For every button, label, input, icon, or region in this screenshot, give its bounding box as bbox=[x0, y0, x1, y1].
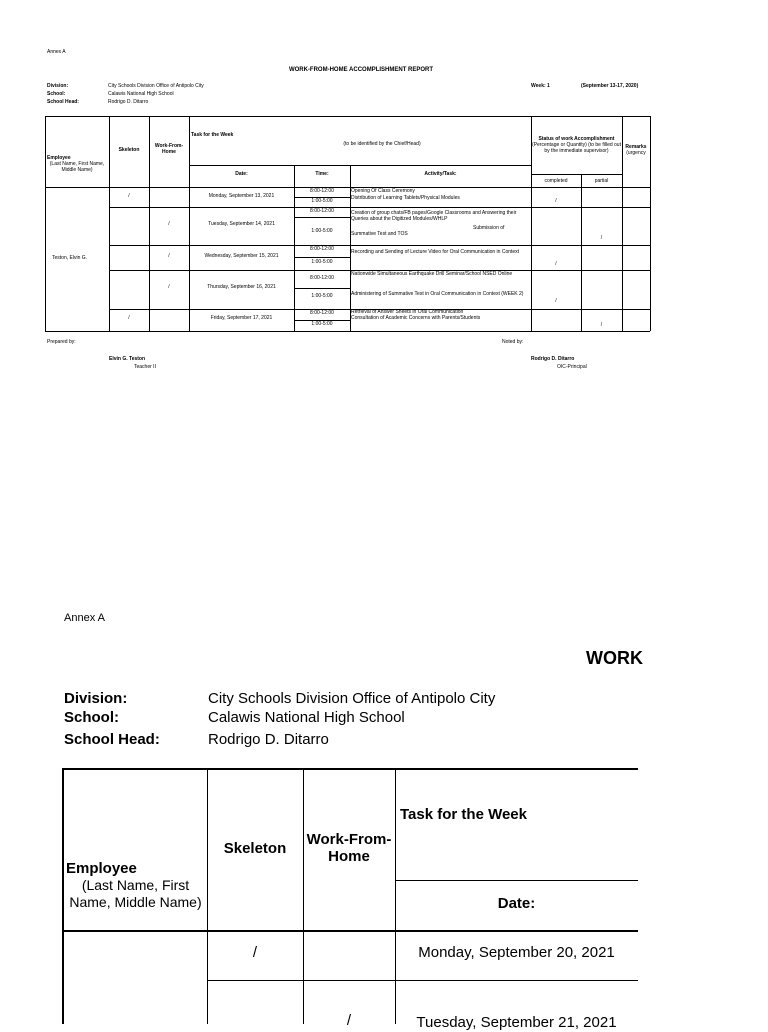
row1-date: Monday, September 13, 2021 bbox=[208, 193, 275, 199]
annex-label: Annex A bbox=[47, 49, 66, 55]
zoom-row2-date: Tuesday, September 21, 2021 bbox=[416, 1014, 617, 1031]
employee-subheader: (Last Name, First Name, Middle Name) bbox=[49, 161, 105, 173]
row2-partial: / bbox=[600, 235, 603, 241]
zoom-row1-date: Monday, September 20, 2021 bbox=[418, 944, 615, 961]
row3-time-am: 8:00-12:00 bbox=[310, 246, 334, 252]
zoom-row2-wfh: / bbox=[346, 1012, 352, 1029]
row3-time-pm: 1:00-5:00 bbox=[311, 259, 333, 265]
row3-activity-am: Recording and Sending of Lecture Video for Oral Communication in Context bbox=[351, 249, 520, 255]
division-value: City Schools Division Office of Antipolo City bbox=[108, 83, 204, 89]
row5-time-pm: 1:00-5:00 bbox=[311, 321, 333, 327]
row2-activity-am: Creation of group chats/FB pages/Google Classrooms and Answering their Queries about the Digitized Modules/WHLP bbox=[351, 210, 517, 222]
zoom-wfh-header: Work-From-Home bbox=[306, 831, 392, 866]
school-label: School: bbox=[47, 91, 66, 97]
school-head-label: School Head: bbox=[47, 99, 79, 105]
zoom-employee-subheader: (Last Name, First Name, Middle Name) bbox=[69, 877, 202, 910]
row5-date: Friday, September 17, 2021 bbox=[210, 315, 273, 321]
skeleton-header: Skeleton bbox=[118, 147, 140, 153]
zoom-head-value: Rodrigo D. Ditarro bbox=[208, 731, 329, 748]
zoom-title-fragment: WORK bbox=[586, 648, 643, 668]
week-range: (September 13-17, 2020) bbox=[581, 83, 639, 89]
status-note: (Percentage or Quantity) (to be filled out by the immediate supervisor) bbox=[532, 141, 621, 154]
wfh-header: Work-From-Home bbox=[154, 143, 184, 155]
completed-header: completed bbox=[544, 178, 568, 184]
school-head-value: Rodrigo D. Ditarro bbox=[108, 99, 149, 105]
row2-activity-pm: Submission of Summative Test and TOS bbox=[351, 225, 505, 237]
school-value: Calawis National High School bbox=[108, 91, 174, 97]
task-note: (to be identified by the Chief/Head) bbox=[343, 141, 421, 147]
zoom-task-header: Task for the Week bbox=[400, 806, 527, 823]
zoom-division-label: Division: bbox=[64, 690, 128, 707]
prepared-by-label: Prepared by: bbox=[47, 339, 76, 345]
row4-wfh: / bbox=[168, 284, 170, 290]
row1-skeleton: / bbox=[128, 193, 130, 199]
row2-time-am: 8:00-12:00 bbox=[310, 208, 334, 214]
row2-time-pm: 1:00-5:00 bbox=[311, 228, 333, 234]
row5-skeleton: / bbox=[128, 315, 130, 321]
report-title: WORK-FROM-HOME ACCOMPLISHMENT REPORT bbox=[288, 67, 434, 73]
row2-date: Tuesday, September 14, 2021 bbox=[208, 221, 275, 227]
week-label: Week: 1 bbox=[531, 83, 550, 89]
noter-title: OIC-Principal bbox=[557, 364, 587, 370]
task-header: Task for the Week bbox=[191, 132, 234, 138]
row3-date: Wednesday, September 15, 2021 bbox=[204, 253, 279, 259]
row5-time-am: 8:00-12:00 bbox=[310, 310, 334, 316]
row4-activity-pm: Administering of Summative Test in Oral Communication in Context (WEEK 2) bbox=[351, 291, 524, 297]
zoom-employee-header: Employee bbox=[66, 860, 137, 877]
zoom-head-label: School Head: bbox=[64, 731, 160, 748]
row1-completed: / bbox=[555, 198, 557, 204]
remarks-header: Remarks bbox=[625, 144, 647, 150]
preparer-name: Elvin G. Teston bbox=[109, 356, 146, 362]
date-header: Date: bbox=[235, 171, 248, 177]
row1-time-pm: 1:00-5:00 bbox=[311, 198, 333, 204]
row4-activity-am: Nationwide Simultaneous Earthquake Drill Seminar/School NSED Online bbox=[351, 271, 513, 277]
noter-name: Rodrigo D. Ditarro bbox=[531, 356, 575, 362]
row4-time-pm: 1:00-5:00 bbox=[311, 293, 333, 299]
zoom-date-header: Date: bbox=[497, 895, 536, 912]
zoom-division-value: City Schools Division Office of Antipolo City bbox=[208, 690, 496, 707]
time-header: Time: bbox=[315, 171, 329, 177]
row1-time-am: 8:00-12:00 bbox=[310, 188, 334, 194]
activity-header: Activity/Task: bbox=[424, 171, 457, 177]
row4-completed: / bbox=[555, 298, 557, 304]
row2-wfh: / bbox=[168, 221, 170, 227]
zoom-row1-skeleton: / bbox=[252, 944, 258, 961]
row5-partial: / bbox=[600, 322, 603, 328]
noted-by-label: Noted by: bbox=[502, 339, 524, 345]
row1-activity-am: Opening Of Class Ceremony bbox=[351, 188, 415, 194]
row5-activity-pm: Consultation of Academic Concerns with Parents/Students bbox=[351, 315, 481, 321]
row3-completed: / bbox=[555, 261, 557, 267]
preparer-title: Teacher II bbox=[134, 364, 156, 370]
zoom-annex-label: Annex A bbox=[64, 612, 105, 624]
row4-time-am: 8:00-12:00 bbox=[310, 275, 334, 281]
employee-name: Teston, Elvin G. bbox=[52, 255, 88, 261]
status-header bbox=[531, 137, 622, 154]
partial-header: partial bbox=[594, 178, 609, 184]
status-title: Status of work Accomplishment bbox=[538, 136, 615, 142]
division-label: Division: bbox=[47, 83, 69, 89]
row3-wfh: / bbox=[168, 253, 170, 259]
row1-activity-pm: Distribution of Learning Tablets/Physical Modules bbox=[351, 195, 460, 201]
zoom-skeleton-header: Skeleton bbox=[223, 840, 287, 857]
remarks-subheader: (urgency bbox=[626, 150, 646, 156]
zoom-school-label: School: bbox=[64, 709, 119, 726]
zoom-school-value: Calawis National High School bbox=[208, 709, 405, 726]
row4-date: Thursday, September 16, 2021 bbox=[207, 284, 276, 290]
row5-activity-am: Retrieval of Answer Sheets in Oral Communication bbox=[351, 309, 464, 315]
employee-header: Employee bbox=[47, 155, 71, 161]
